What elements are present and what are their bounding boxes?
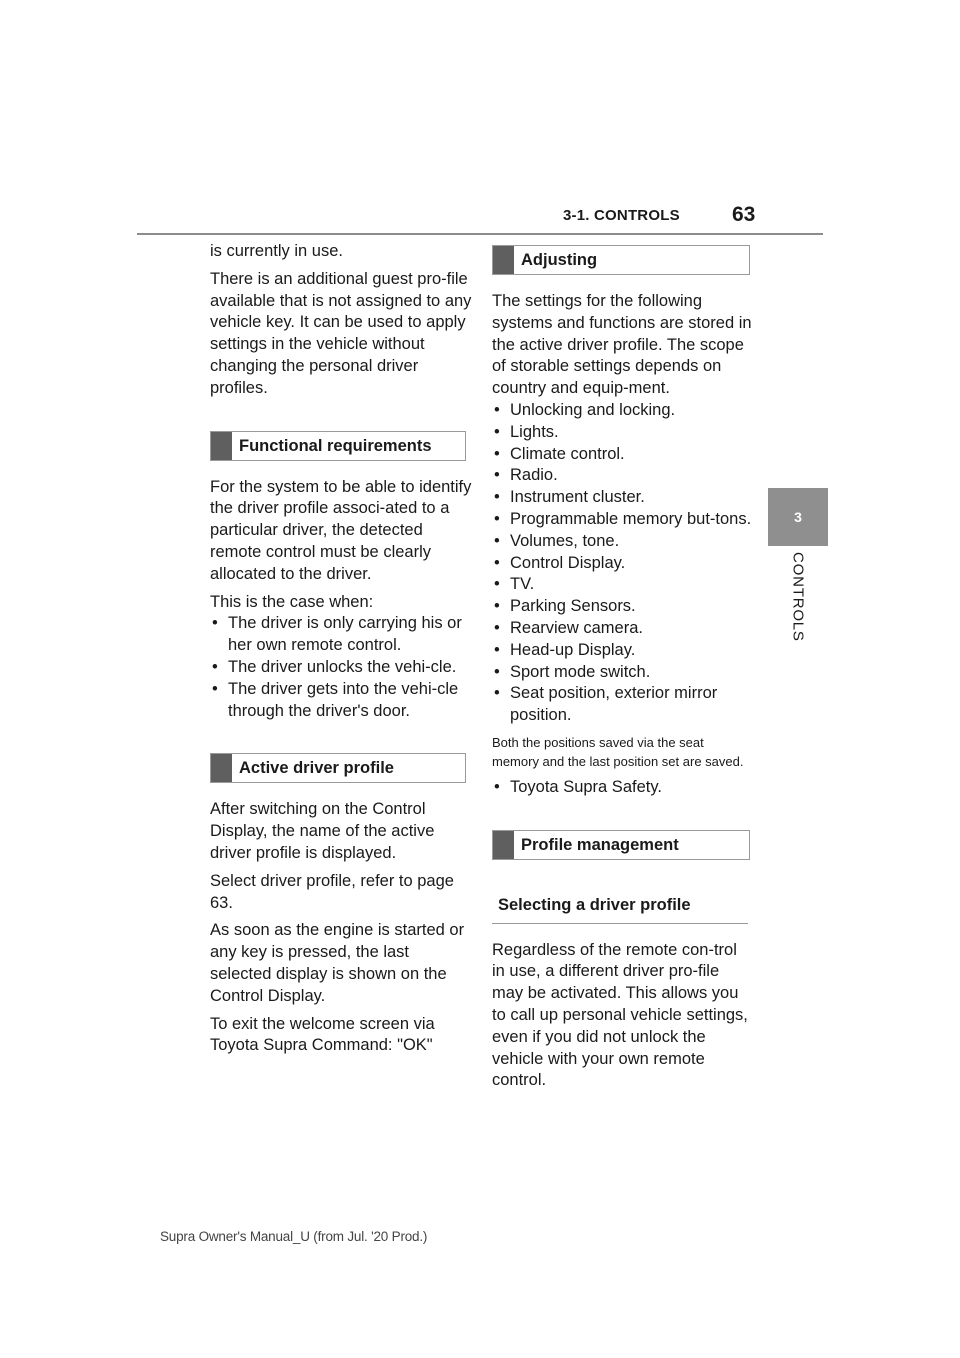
list-item: • Lights. bbox=[492, 422, 754, 444]
list-item: • Head-up Display. bbox=[492, 640, 754, 662]
list-item: • The driver unlocks the vehi-cle. bbox=[210, 657, 472, 679]
subheading-selecting-driver-profile: Selecting a driver profile bbox=[492, 876, 748, 924]
paragraph: is currently in use. bbox=[210, 242, 343, 260]
bullet-list bbox=[492, 777, 754, 799]
section-heading-adjusting bbox=[492, 245, 750, 275]
heading-text: Functional requirements bbox=[239, 436, 432, 455]
list-item: • Rearview camera. bbox=[492, 618, 754, 640]
section-title: 3-1. CONTROLS bbox=[563, 207, 680, 224]
heading-text: Active driver profile bbox=[239, 759, 394, 778]
right-column bbox=[492, 245, 754, 1098]
list-item: • Seat position, exterior mirror position. bbox=[492, 683, 754, 727]
paragraph: Regardless of the remote con-trol in use, a different driver pro-file may be activated. This allows you to call up personal vehicle settings, even if you did not unlock the vehicle with your own remote control. bbox=[492, 940, 748, 1090]
heading-marker bbox=[211, 754, 232, 782]
list-item: • Instrument cluster. bbox=[492, 487, 754, 509]
left-column bbox=[210, 241, 472, 1063]
list-item: • Radio. bbox=[492, 465, 754, 487]
section-heading-functional-requirements bbox=[210, 431, 466, 461]
page-number: 63 bbox=[732, 203, 756, 226]
paragraph: There is an additional guest pro-file available that is not assigned to any vehicle key. It can be used to apply settings in the vehicle without changing the personal driver profiles. bbox=[210, 269, 472, 397]
footer-text: Supra Owner's Manual_U (from Jul. '20 Prod.) bbox=[160, 1229, 428, 1244]
list-item: • Volumes, tone. bbox=[492, 531, 754, 553]
list-item: • The driver is only carrying his or her own remote control. bbox=[210, 613, 472, 657]
list-item: • Toyota Supra Safety. bbox=[492, 777, 754, 799]
list-item: • Sport mode switch. bbox=[492, 662, 754, 684]
paragraph: As soon as the engine is started or any key is pressed, the last selected display is shown on the Control Display. bbox=[210, 921, 465, 1005]
heading-text: Profile management bbox=[521, 835, 679, 854]
list-item: • Programmable memory but-tons. bbox=[492, 509, 754, 531]
heading-marker bbox=[211, 432, 232, 460]
bullet-list bbox=[492, 400, 754, 727]
heading-text: Adjusting bbox=[521, 251, 598, 269]
heading-marker bbox=[493, 246, 514, 274]
list-item: • Parking Sensors. bbox=[492, 596, 754, 618]
list-item: • Climate control. bbox=[492, 444, 754, 466]
paragraph: This is the case when: bbox=[210, 592, 374, 611]
chapter-tab bbox=[768, 488, 828, 546]
list-item: • TV. bbox=[492, 574, 754, 596]
section-heading-profile-management bbox=[492, 830, 750, 860]
list-item: • Control Display. bbox=[492, 553, 754, 575]
list-item: • The driver gets into the vehi-cle through the driver's door. bbox=[210, 679, 472, 723]
paragraph: The settings for the following systems and functions are stored in the active driver profile. The scope of storable settings depends on country and equip-ment. bbox=[492, 292, 752, 398]
list-item: • Unlocking and locking. bbox=[492, 400, 754, 422]
bullet-list bbox=[210, 613, 472, 722]
paragraph: To exit the welcome screen via Toyota Supra Command: "OK" bbox=[210, 1014, 435, 1055]
paragraph: For the system to be able to identify the driver profile associ-ated to a particular driver, the detected remote control must be clearly allocated to the driver. bbox=[210, 477, 472, 583]
heading-marker bbox=[493, 831, 514, 859]
note-text: Both the positions saved via the seat memory and the last position set are saved. bbox=[492, 734, 744, 769]
paragraph: After switching on the Control Display, the name of the active driver profile is displayed. bbox=[210, 800, 435, 862]
chapter-label: CONTROLS bbox=[789, 552, 807, 642]
section-heading-active-driver-profile bbox=[210, 753, 466, 783]
chapter-number: 3 bbox=[794, 509, 802, 525]
paragraph: Select driver profile, refer to page 63. bbox=[210, 871, 454, 912]
header-divider bbox=[137, 233, 823, 235]
